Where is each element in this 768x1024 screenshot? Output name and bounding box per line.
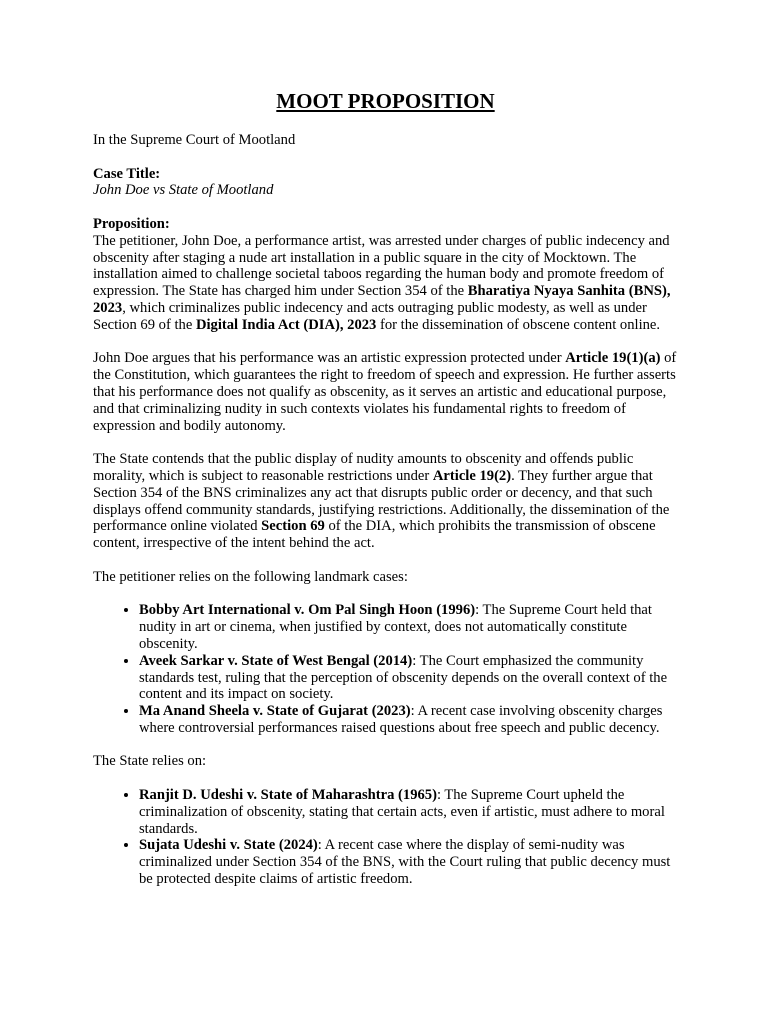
- case-name: Ma Anand Sheela v. State of Gujarat (2023): [139, 703, 411, 720]
- case-title: John Doe vs State of Mootland: [93, 182, 274, 199]
- case-name: Bobby Art International v. Om Pal Singh Hoon (1996): [139, 602, 476, 619]
- article-19-1-a: Article 19(1)(a): [565, 350, 661, 367]
- case-description: : The Supreme Court held that nudity in art or cinema, when justified by context, does not automatically constitute obscenity.: [139, 602, 652, 652]
- case-description: : A recent case where the display of semi-nudity was criminalized under Section 354 of the BNS, with the Court ruling that public decency must be protected despite claims of artistic freedom.: [139, 837, 671, 888]
- text-run: . They further argue that Section 354 of the BNS criminalizes any act that disrupts public order or decency, and that such displays offend community standards, justifying restrictions. Additionally, the dissemination of the performance online violated: [93, 467, 670, 535]
- statute-dia: Digital India Act (DIA), 2023: [195, 316, 377, 333]
- list-item: [139, 703, 678, 737]
- text-run: The State contends that the public display of nudity amounts to obscenity and offends public morality, which is subject to reasonable restrictions under: [93, 451, 634, 484]
- text-run: of the Constitution, which guarantees the right to freedom of speech and expression. He further asserts that his performance does not qualify as obscenity, as it serves an artistic and educational purpose, and that criminalizing nudity in such contexts violates his fundamental rights to freedom of expression and bodily autonomy.: [93, 350, 677, 434]
- case-description: : The Court emphasized the community standards test, ruling that the perception of obscenity depends on the overall context of the content and its impact on society.: [139, 652, 668, 703]
- document-body: [93, 88, 678, 905]
- list-item: [139, 602, 678, 652]
- case-name: Sujata Udeshi v. State (2024): [139, 837, 318, 854]
- list-item: [139, 653, 678, 703]
- list-item: [139, 787, 678, 837]
- statute-bns: Bharatiya Nyaya Sanhita (BNS), 2023: [93, 283, 671, 316]
- case-name: Aveek Sarkar v. State of West Bengal (2014): [139, 652, 413, 669]
- article-19-2: Article 19(2): [432, 467, 512, 484]
- state-cases-list: [93, 787, 678, 888]
- state-cases-intro: The State relies on:: [93, 753, 207, 770]
- text-run: The petitioner, John Doe, a performance artist, was arrested under charges of public indecency and obscenity after staging a nude art installation in a public square in the city of Mocktown. The installation aimed to challenge societal taboos regarding the human body and promote freedom of expression. The State has charged him under Section 354 of the: [93, 232, 670, 300]
- section-69: Section 69: [261, 518, 325, 535]
- text-run: for the dissemination of obscene content online.: [376, 316, 661, 333]
- text-run: John Doe argues that his performance was an artistic expression protected under: [93, 350, 566, 367]
- case-title-label: Case Title:: [93, 165, 161, 182]
- page-title: MOOT PROPOSITION: [276, 89, 495, 113]
- proposition-paragraph-1: [93, 233, 678, 334]
- text-run: , which criminalizes public indecency and acts outraging public modesty, as well as under Section 69 of the: [93, 299, 647, 333]
- case-description: : The Supreme Court upheld the criminalization of obscenity, stating that certain acts, even if artistic, must adhere to moral standards.: [139, 787, 665, 837]
- case-description: : A recent case involving obscenity charges where controversial performances raised questions about free speech and public decency.: [139, 703, 663, 736]
- proposition-paragraph-2: [93, 350, 678, 434]
- case-name: Ranjit D. Udeshi v. State of Maharashtra (1965): [139, 787, 437, 804]
- court-line: In the Supreme Court of Mootland: [93, 132, 296, 148]
- petitioner-cases-intro: The petitioner relies on the following landmark cases:: [93, 568, 408, 585]
- petitioner-cases-list: [93, 602, 678, 736]
- text-run: of the DIA, which prohibits the transmission of obscene content, irrespective of the intent behind the act.: [93, 518, 656, 552]
- proposition-paragraph-3: [93, 451, 678, 552]
- list-item: [139, 837, 678, 887]
- proposition-label: Proposition:: [93, 215, 170, 232]
